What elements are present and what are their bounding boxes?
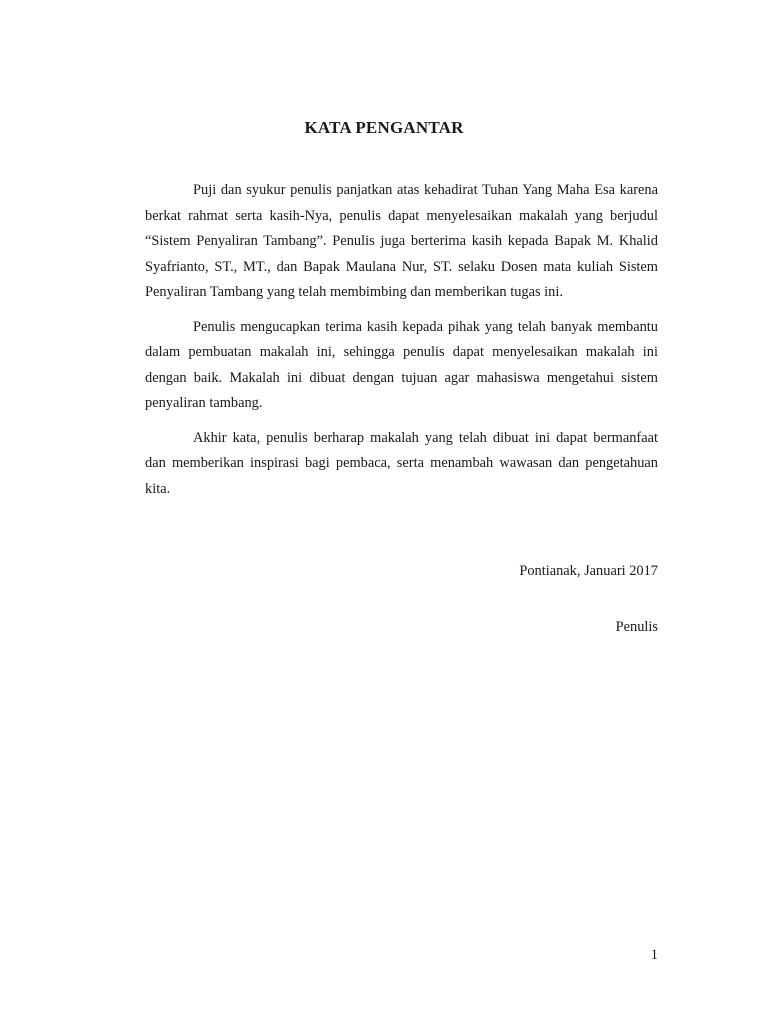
paragraph-1: Puji dan syukur penulis panjatkan atas kehadirat Tuhan Yang Maha Esa karena berkat rahmat serta kasih-Nya, penulis dapat menyelesaikan makalah yang berjudul “Sistem Penyaliran Tambang”. Penulis juga berterima kasih kepada Bapak M. Khalid Syafrianto, ST., MT., dan Bapak Maulana Nur, ST. selaku Dosen mata kuliah Sistem Penyaliran Tambang yang telah membimbing dan memberikan tugas ini. [145, 182, 658, 300]
paragraph-3: Akhir kata, penulis berharap makalah yang telah dibuat ini dapat bermanfaat dan memberikan inspirasi bagi pembaca, serta menambah wawasan dan pengetahuan kita. [145, 429, 658, 497]
document-body [145, 178, 658, 511]
page-number: 1 [650, 947, 658, 963]
author-signature: Penulis [615, 619, 658, 635]
place-date: Pontianak, Januari 2017 [519, 563, 658, 579]
page-title: KATA PENGANTAR [304, 118, 464, 137]
paragraph-2: Penulis mengucapkan terima kasih kepada pihak yang telah banyak membantu dalam pembuatan makalah ini, sehingga penulis dapat menyelesaikan makalah ini dengan baik. Makalah ini dibuat dengan tujuan agar mahasiswa mengetahui sistem penyaliran tambang. [145, 318, 658, 411]
